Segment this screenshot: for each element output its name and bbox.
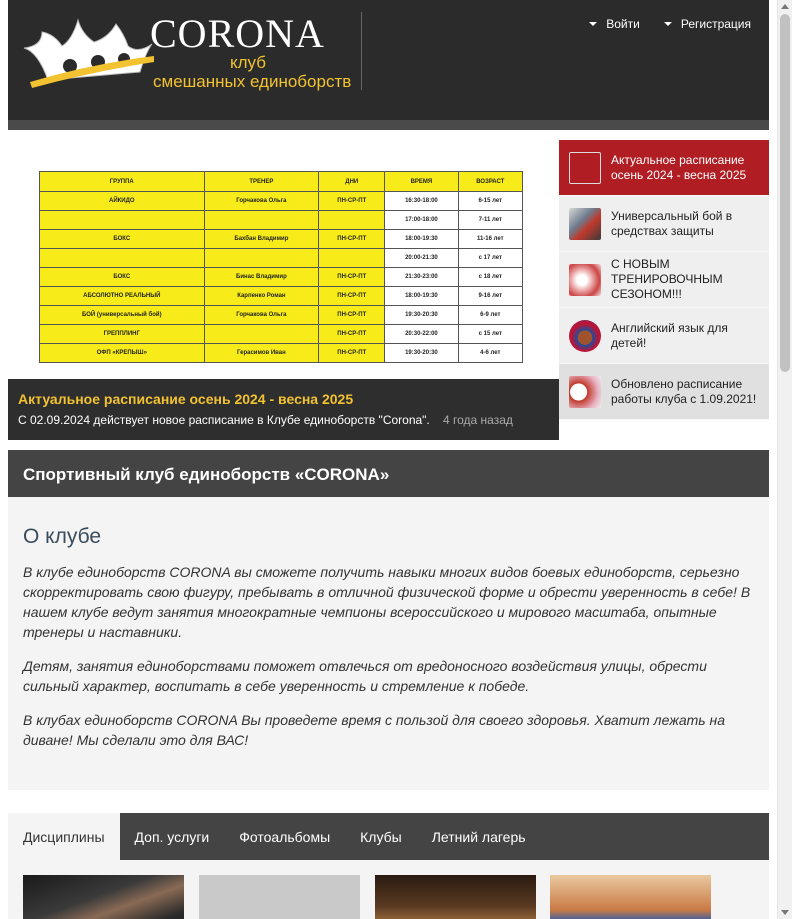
news-item[interactable] (559, 308, 769, 364)
caret-down-icon (664, 22, 672, 26)
schedule-cell: АЙКИДО (40, 192, 205, 211)
schedule-cell: БОЙ (универсальный бой) (40, 306, 205, 325)
schedule-table (39, 171, 523, 363)
header-band (8, 120, 769, 130)
tabs-bar (8, 813, 769, 860)
disciplines-gallery (8, 860, 769, 919)
schedule-row (40, 325, 523, 344)
schedule-row (40, 306, 523, 325)
schedule-cell: ПН-СР-ПТ (319, 268, 385, 287)
logo-subtitle-2: смешанных единоборств (153, 72, 352, 91)
about-heading: О клубе (23, 525, 102, 548)
season-thumb-icon (569, 264, 601, 296)
schedule-cell: ПН-СР-ПТ (319, 192, 385, 211)
schedule-cell: Горчакова Ольга (204, 306, 319, 325)
slide-image[interactable] (8, 140, 559, 440)
about-section (8, 497, 769, 790)
login-link[interactable] (589, 17, 640, 31)
schedule-header-cell: ГРУППА (40, 172, 205, 192)
schedule-cell: ПН-СР-ПТ (319, 325, 385, 344)
slide-caption-time: 4 года назад (443, 413, 513, 427)
scrollbar-thumb[interactable] (780, 14, 790, 372)
schedule-cell: БОКС (40, 268, 205, 287)
slide-caption[interactable] (8, 379, 559, 440)
discipline-image[interactable] (199, 875, 360, 919)
discipline-image[interactable] (375, 875, 536, 919)
tab-summer-camp[interactable]: Летний лагерь (431, 828, 526, 845)
auth-links (589, 17, 751, 31)
schedule-header-cell: ДНИ (319, 172, 385, 192)
schedule-row (40, 230, 523, 249)
schedule-header-cell: ВОЗРАСТ (458, 172, 522, 192)
schedule-cell: 11-16 лет (458, 230, 522, 249)
schedule-cell: 16:30-18:00 (385, 192, 458, 211)
news-item[interactable] (559, 196, 769, 252)
schedule-cell: Герасимов Иван (204, 344, 319, 363)
tab-clubs[interactable]: Клубы (360, 828, 402, 845)
schedule-header-cell: ТРЕНЕР (204, 172, 319, 192)
schedule-cell: 6-9 лет (458, 306, 522, 325)
schedule-cell: с 17 лет (458, 249, 522, 268)
scroll-down-icon[interactable] (781, 910, 789, 915)
schedule-cell: БОКС (40, 230, 205, 249)
schedule-cell: 7-11 лет (458, 211, 522, 230)
tab-disciplines[interactable]: Дисциплины (8, 813, 120, 860)
discipline-image[interactable] (550, 875, 711, 919)
about-paragraph: В клубе единоборств CORONA вы сможете получить навыки многих видов боевых единоборств, серьезно скорректировать свою фигуру, пребывать в отличной физической форме и обрести уверенность в себе! В нашем клубе ведут занятия многократные чемпионы всероссийского и мирового масштаба, опытные тренеры и наставники. (23, 564, 751, 640)
logo-brand-text: CORONA (150, 11, 325, 56)
logo-divider (361, 12, 362, 90)
english-thumb-icon (569, 320, 601, 352)
schedule-row (40, 287, 523, 306)
schedule-cell: 4-6 лет (458, 344, 522, 363)
schedule-row (40, 268, 523, 287)
news-item[interactable] (559, 364, 769, 420)
schedule-cell (40, 211, 205, 230)
about-paragraph: Детям, занятия единоборствами поможет отвлечься от вредоносного воздействия улицы, обрести сильный характер, воспитать в себе уверенность и стремление к победе. (23, 658, 707, 694)
schedule-cell: ПН-СР-ПТ (319, 306, 385, 325)
schedule-cell (40, 249, 205, 268)
news-item-title: С НОВЫМ ТРЕНИРОВОЧНЫМ СЕЗОНОМ!!! (611, 257, 723, 301)
logo-subtitle-1: клуб (230, 53, 266, 72)
schedule-cell: с 15 лет (458, 325, 522, 344)
schedule-cell: Бинас Владимир (204, 268, 319, 287)
discipline-image[interactable] (23, 875, 184, 919)
schedule-row (40, 249, 523, 268)
schedule-cell (204, 211, 319, 230)
schedule-cell: Бахбан Владимир (204, 230, 319, 249)
page-scrollbar[interactable] (777, 0, 792, 919)
slide-caption-title[interactable]: Актуальное расписание осень 2024 - весна 2025 (18, 391, 354, 407)
register-label: Регистрация (680, 17, 751, 31)
register-link[interactable] (664, 17, 751, 31)
schedule-cell: ПН-СР-ПТ (319, 230, 385, 249)
schedule-cell: Карпенко Роман (204, 287, 319, 306)
scroll-up-icon[interactable] (781, 4, 789, 9)
about-paragraph: В клубах единоборств CORONA Вы проведете время с пользой для своего здоровья. Хватит лежать на диване! Мы сделали это для ВАС! (23, 712, 726, 748)
schedule-header-cell: ВРЕМЯ (385, 172, 458, 192)
clock-thumb-icon (569, 376, 601, 408)
news-item-title: Обновлено расписание работы клуба с 1.09.2021! (611, 376, 757, 406)
site-logo[interactable] (20, 12, 365, 94)
schedule-row (40, 344, 523, 363)
slide-caption-description: С 02.09.2024 действует новое расписание в Клубе единоборств "Corona". (18, 413, 430, 427)
schedule-cell: 19:30-20:30 (385, 344, 458, 363)
schedule-cell: 6-15 лет (458, 192, 522, 211)
schedule-cell (204, 325, 319, 344)
schedule-cell: 20:00-21:30 (385, 249, 458, 268)
schedule-cell: с 18 лет (458, 268, 522, 287)
schedule-row (40, 192, 523, 211)
schedule-cell: 9-16 лет (458, 287, 522, 306)
schedule-cell: 18:00-19:30 (385, 287, 458, 306)
broken-image-icon (569, 152, 601, 184)
news-item-title: Актуальное расписание осень 2024 - весна 2025 (611, 152, 747, 182)
schedule-cell: 18:00-19:30 (385, 230, 458, 249)
news-item[interactable] (559, 252, 769, 308)
schedule-cell (319, 211, 385, 230)
section-title: Спортивный клуб единоборств «CORONA» (8, 450, 769, 497)
schedule-cell: 17:00-18:00 (385, 211, 458, 230)
schedule-cell: АБСОЛЮТНО РЕАЛЬНЫЙ (40, 287, 205, 306)
crown-icon (20, 12, 155, 94)
news-item-title: Английский язык для детей! (611, 320, 728, 350)
schedule-row (40, 211, 523, 230)
schedule-cell: 21:30-23:00 (385, 268, 458, 287)
login-label: Войти (606, 17, 640, 31)
tab-extra-services[interactable]: Доп. услуги (134, 828, 210, 845)
schedule-cell: Горчакова Ольга (204, 192, 319, 211)
news-item-title: Универсальный бой в средствах защиты (611, 208, 733, 238)
schedule-cell (319, 249, 385, 268)
schedule-cell: 19:30-20:30 (385, 306, 458, 325)
news-item[interactable] (559, 140, 769, 196)
schedule-cell: ОФП «КРЕПЫШ» (40, 344, 205, 363)
schedule-cell: 20:30-22:00 (385, 325, 458, 344)
schedule-cell (204, 249, 319, 268)
tab-photo-albums[interactable]: Фотоальбомы (239, 828, 331, 845)
news-list (559, 140, 769, 440)
schedule-cell: ПН-СР-ПТ (319, 344, 385, 363)
site-header (8, 0, 769, 130)
caret-down-icon (589, 22, 597, 26)
page-wrapper (8, 0, 769, 919)
schedule-cell: ПН-СР-ПТ (319, 287, 385, 306)
fight-thumb-icon (569, 208, 601, 240)
news-slider (8, 140, 769, 440)
schedule-cell: ГРЕППЛИНГ (40, 325, 205, 344)
